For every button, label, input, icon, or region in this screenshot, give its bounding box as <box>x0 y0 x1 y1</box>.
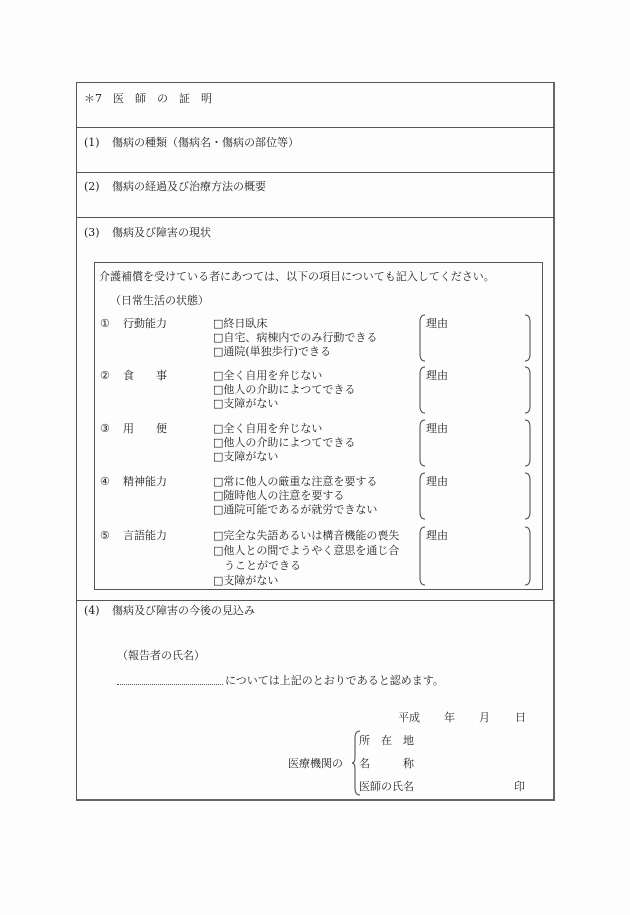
date-year[interactable]: 年 <box>444 711 455 724</box>
daily-life-heading: （日常生活の状態） <box>110 294 209 307</box>
option-checkbox[interactable]: □随時他人の注意を要する <box>213 489 345 502</box>
date-era: 平成 <box>398 711 420 724</box>
item-number: ⑤ <box>100 529 110 542</box>
option-checkbox[interactable]: □常に他人の厳重な注意を要する <box>213 475 378 488</box>
section-3-label: 傷病及び障害の現状 <box>112 226 211 239</box>
form-title: ＊7 医 師 の 証 明 <box>84 92 212 105</box>
option-checkbox[interactable]: □自宅、病棟内でのみ行動できる <box>213 331 378 344</box>
option-continuation: うことができる <box>213 559 301 572</box>
item-label: 言語能力 <box>123 529 167 542</box>
reason-label: 理由 <box>426 422 448 435</box>
reporter-name-label: （報告者の氏名） <box>117 649 205 662</box>
row-divider <box>76 172 555 173</box>
institution-name-field[interactable]: 名 称 <box>359 757 414 770</box>
section-4-number: (4) <box>84 604 100 617</box>
section-4-label: 傷病及び障害の今後の見込み <box>112 604 255 617</box>
item-number: ② <box>100 369 110 382</box>
option-checkbox[interactable]: □支障がない <box>213 397 279 410</box>
institution-address-field[interactable]: 所 在 地 <box>359 734 414 747</box>
item-label: 行動能力 <box>123 317 167 330</box>
institution-label: 医療機関の <box>288 757 343 770</box>
reason-label: 理由 <box>426 369 448 382</box>
reason-label: 理由 <box>426 529 448 542</box>
seal-mark: 印 <box>514 780 525 793</box>
section-2-number: (2) <box>84 180 100 193</box>
option-checkbox[interactable]: □全く自用を弁じない <box>213 422 323 435</box>
option-checkbox[interactable]: □通院可能であるが就労できない <box>213 503 378 516</box>
section-1-label: 傷病の種類（傷病名・傷病の部位等） <box>112 136 299 149</box>
section-3-number: (3) <box>84 226 100 239</box>
item-number: ① <box>100 317 110 330</box>
reason-label: 理由 <box>426 317 448 330</box>
item-number: ③ <box>100 422 110 435</box>
section-2-label: 傷病の経過及び治療方法の概要 <box>112 180 266 193</box>
doctor-name-field[interactable]: 医師の氏名 <box>359 780 414 793</box>
care-instruction: 介護補償を受けている者にあつては、以下の項目についても記入してください。 <box>99 270 495 283</box>
date-month[interactable]: 月 <box>479 711 490 724</box>
item-label: 用 便 <box>123 422 167 435</box>
item-label: 精神能力 <box>123 475 167 488</box>
option-checkbox[interactable]: □他人との間でようやく意思を通じ合 <box>213 544 400 557</box>
date-day[interactable]: 日 <box>515 711 526 724</box>
option-checkbox[interactable]: □終日臥床 <box>213 317 268 330</box>
option-checkbox[interactable]: □他人の介助によつてできる <box>213 383 356 396</box>
option-checkbox[interactable]: □全く自用を弁じない <box>213 369 323 382</box>
option-checkbox[interactable]: □支障がない <box>213 450 279 463</box>
certification-statement: については上記のとおりであると認めます。 <box>225 674 444 687</box>
option-checkbox[interactable]: □完全な失語あるいは構音機能の喪失 <box>213 529 400 542</box>
item-label: 食 事 <box>123 369 167 382</box>
option-checkbox[interactable]: □支障がない <box>213 574 279 587</box>
section-1-number: (1) <box>84 136 100 149</box>
reason-label: 理由 <box>426 475 448 488</box>
row-divider <box>76 600 555 601</box>
row-divider <box>76 127 555 128</box>
option-checkbox[interactable]: □通院(単独歩行)できる <box>213 345 331 358</box>
reporter-name-field[interactable] <box>117 684 223 685</box>
row-divider <box>76 217 555 218</box>
option-checkbox[interactable]: □他人の介助によつてできる <box>213 436 356 449</box>
item-number: ④ <box>100 475 110 488</box>
